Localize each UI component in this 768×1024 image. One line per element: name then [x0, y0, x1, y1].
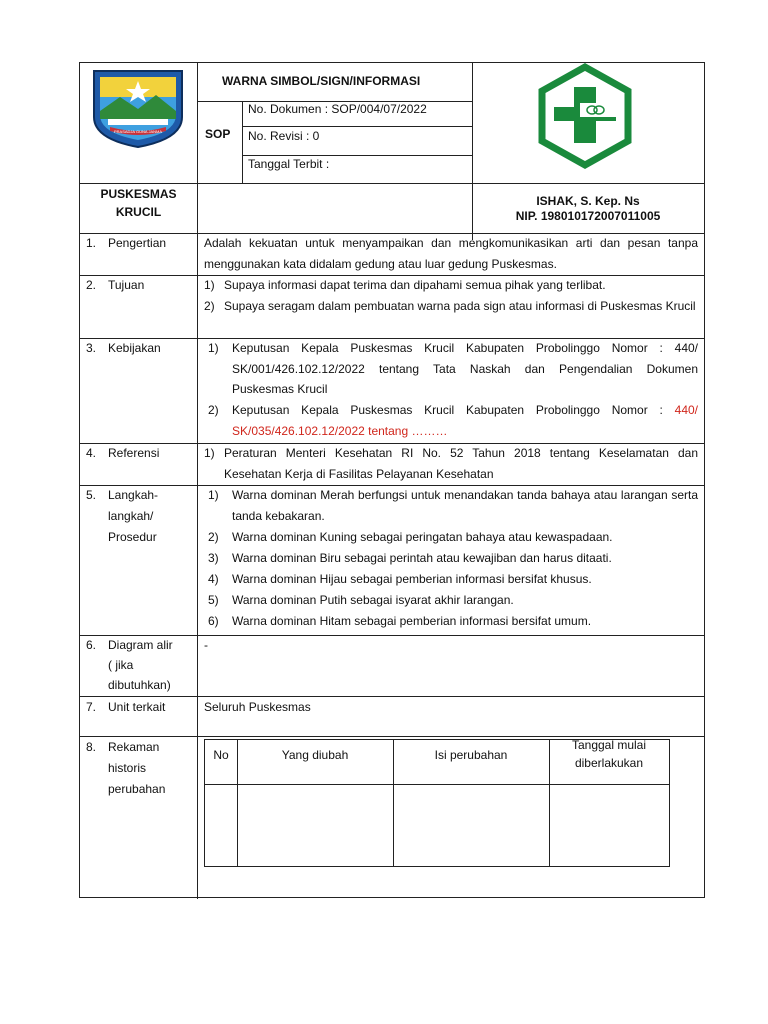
puskesmas-logo	[536, 61, 634, 171]
referensi-item: Peraturan Menteri Kesehatan RI No. 52 Tahun 2018 tentang Keselamatan dan Kesehatan Kerja di Fasilitas Pelayanan Kesehatan	[224, 446, 698, 481]
list-marker: 2)	[208, 403, 219, 417]
list-marker: 1)	[204, 446, 215, 460]
list-marker: 1)	[208, 488, 219, 502]
langkah-item: Warna dominan Hitam sebagai pemberian informasi bersifat umum.	[232, 614, 592, 628]
section-label-unit: Unit terkait	[108, 700, 166, 714]
section-label-rekaman: perubahan	[108, 782, 166, 796]
column-header-no: No	[213, 748, 229, 762]
section-label-rekaman: Rekaman	[108, 740, 160, 754]
regency-coat-of-arms-logo	[90, 67, 186, 149]
section-number: 5.	[86, 488, 97, 502]
langkah-item: Warna dominan Biru sebagai perintah atau kewajiban dan harus ditaati.	[232, 551, 612, 565]
svg-text:PRASADJA GUNA JANMA: PRASADJA GUNA JANMA	[113, 129, 163, 134]
section-label-pengertian: Pengertian	[108, 236, 167, 250]
revision-number: No. Revisi : 0	[248, 129, 320, 143]
tujuan-item: Supaya seragam dalam pembuatan warna pada sign atau informasi di Puskesmas Krucil	[224, 299, 696, 313]
signer-name: ISHAK, S. Kep. Ns	[536, 194, 640, 208]
document-title: WARNA SIMBOL/SIGN/INFORMASI	[222, 74, 421, 88]
list-marker: 3)	[208, 551, 219, 565]
langkah-item: Warna dominan Merah berfungsi untuk menandakan tanda bahaya atau larangan serta tanda kebakaran.	[232, 488, 698, 523]
section-number: 2.	[86, 278, 97, 292]
section-number: 3.	[86, 341, 97, 355]
section-label-langkah: Prosedur	[108, 530, 157, 544]
section-label-kebijakan: Kebijakan	[108, 341, 161, 355]
divider	[205, 784, 669, 785]
diagram-value: -	[204, 638, 208, 652]
list-marker: 2)	[204, 299, 215, 313]
issue-date: Tanggal Terbit :	[248, 157, 330, 171]
signer-nip: NIP. 198010172007011005	[515, 209, 661, 223]
section-number: 8.	[86, 740, 97, 754]
section-number: 4.	[86, 446, 97, 460]
kebijakan-item: Keputusan Kepala Puskesmas Krucil Kabupaten Probolinggo Nomor : 440/ SK/001/426.102.12/2022 tentang Tata Naskah dan Pengendalian Dokumen Puskesmas Krucil	[232, 341, 698, 397]
kebijakan-item	[232, 400, 698, 441]
section-label-langkah: langkah/	[108, 509, 154, 523]
pengertian-text: Adalah kekuatan untuk menyampaikan dan mengkomunikasikan arti dan pesan tanpa menggunakan kata didalam gedung atau luar gedung Puskesmas.	[204, 236, 698, 271]
document-number: No. Dokumen : SOP/004/07/2022	[248, 102, 427, 116]
section-label-tujuan: Tujuan	[108, 278, 145, 292]
section-label-diagram: dibutuhkan)	[108, 678, 171, 692]
sop-document	[79, 62, 705, 898]
org-name-line2: KRUCIL	[115, 205, 162, 219]
divider	[80, 696, 704, 697]
divider	[80, 635, 704, 636]
tujuan-item: Supaya informasi dapat terima dan dipahami semua pihak yang terlibat.	[224, 278, 606, 292]
column-header-isi-perubahan: Isi perubahan	[434, 748, 508, 762]
section-number: 7.	[86, 700, 97, 714]
kebijakan-item-red-text: 440/ SK/035/426.102.12/2022 tentang ………	[232, 403, 698, 438]
list-marker: 1)	[208, 341, 219, 355]
kebijakan-item-text: Keputusan Kepala Puskesmas Krucil Kabupaten Probolinggo Nomor :	[232, 403, 675, 417]
section-label-diagram: ( jika	[108, 658, 134, 672]
section-label-rekaman: historis	[108, 761, 147, 775]
section-label-langkah: Langkah-	[108, 488, 159, 502]
divider	[242, 101, 243, 184]
list-marker: 5)	[208, 593, 219, 607]
langkah-item: Warna dominan Putih sebagai isyarat akhir larangan.	[232, 593, 514, 607]
column-header-tanggal: Tanggal mulai diberlakukan	[571, 738, 647, 770]
list-marker: 4)	[208, 572, 219, 586]
section-label-diagram: Diagram alir	[108, 638, 173, 652]
list-marker: 2)	[208, 530, 219, 544]
langkah-item: Warna dominan Kuning sebagai peringatan bahaya atau kewaspadaan.	[232, 530, 613, 544]
unit-value: Seluruh Puskesmas	[204, 700, 311, 714]
divider	[197, 63, 198, 899]
section-number: 1.	[86, 236, 97, 250]
list-marker: 1)	[204, 278, 215, 292]
divider	[549, 740, 550, 866]
section-number: 6.	[86, 638, 97, 652]
langkah-item: Warna dominan Hijau sebagai pemberian informasi bersifat khusus.	[232, 572, 592, 586]
section-label-referensi: Referensi	[108, 446, 160, 460]
column-header-yang-diubah: Yang diubah	[281, 748, 349, 762]
org-name-line1: PUSKESMAS	[100, 187, 177, 201]
list-marker: 6)	[208, 614, 219, 628]
sop-label: SOP	[205, 127, 231, 141]
revision-history-table	[204, 739, 670, 867]
